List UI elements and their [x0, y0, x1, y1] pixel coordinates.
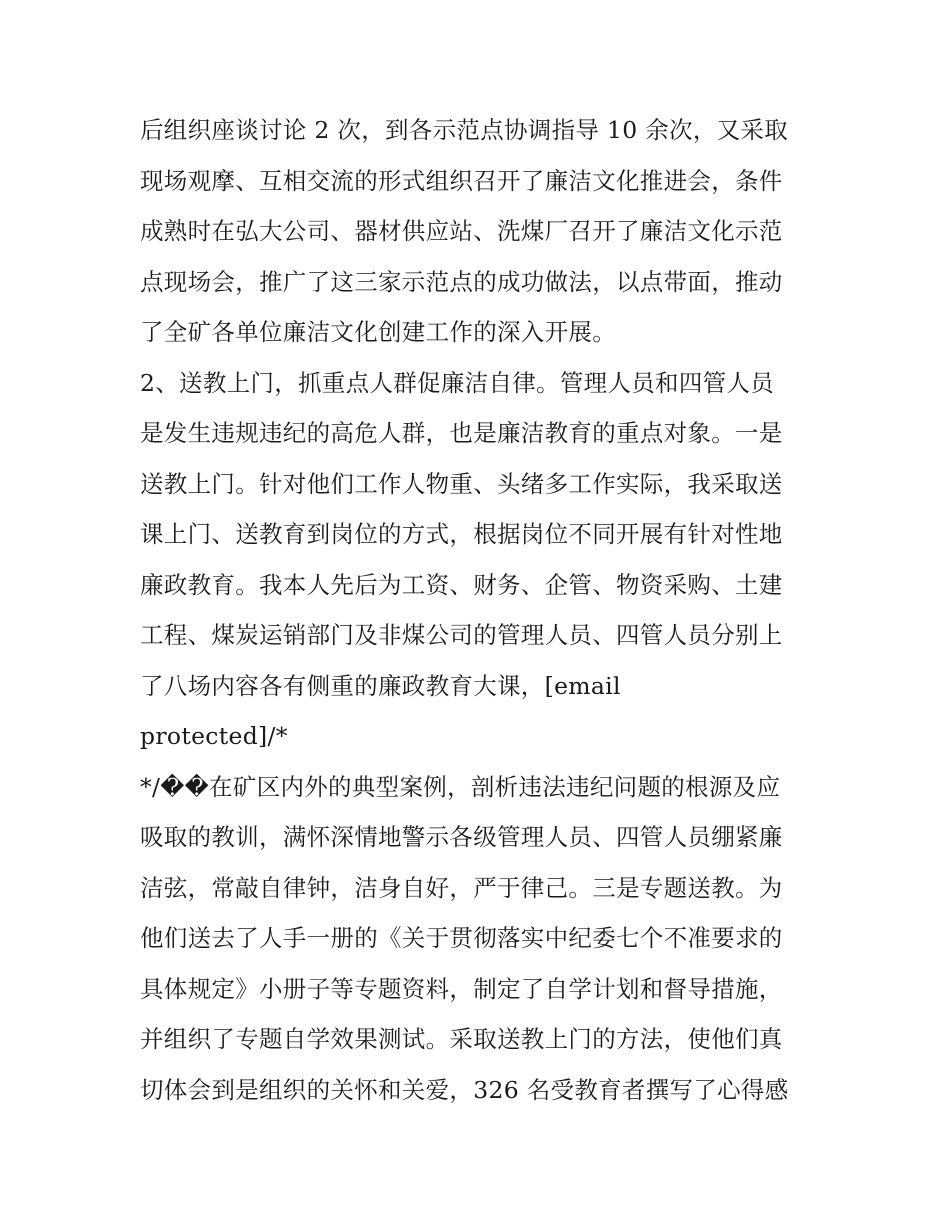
text-line-12: 了八场内容各有侧重的廉政教育大课，[email: [140, 671, 621, 700]
text-line-19: 并组织了专题自学效果测试。采取送教上门的方法，使他们真: [140, 1025, 783, 1053]
text-line-8: 送教上门。针对他们工作人物重、头绪多工作实际，我采取送: [140, 469, 783, 498]
text-line-14: */��在矿区内外的典型案例，剖析违法违纪问题的根源及应: [140, 772, 781, 801]
text-line-3: 成熟时在弘大公司、器材供应站、洗煤厂召开了廉洁文化示范: [140, 217, 783, 245]
text-line-11: 工程、煤炭运销部门及非煤公司的管理人员、四管人员分别上: [140, 621, 783, 649]
text-line-17: 他们送去了人手一册的《关于贯彻落实中纪委七个不准要求的: [140, 924, 783, 952]
text-line-18: 具体规定》小册子等专题资料，制定了自学计划和督导措施，: [140, 974, 783, 1003]
text-line-13: protected]/*: [140, 722, 288, 750]
text-line-7: 是发生违规违纪的高危人群，也是廉洁教育的重点对象。一是: [140, 419, 783, 447]
body-text: [140, 105, 820, 1115]
text-line-5: 了全矿各单位廉洁文化创建工作的深入开展。: [140, 318, 616, 346]
text-line-16: 洁弦，常敲自律钟，洁身自好，严于律己。三是专题送教。为: [140, 873, 783, 902]
text-line-10: 廉政教育。我本人先后为工资、财务、企管、物资采购、土建: [140, 570, 783, 599]
text-line-1: 后组织座谈讨论 2 次，到各示范点协调指导 10 余次，又采取: [140, 116, 789, 144]
text-line-15: 吸取的教训，满怀深情地警示各级管理人员、四管人员绷紧廉: [140, 823, 783, 851]
text-line-20: 切体会到是组织的关怀和关爱，326 名受教育者撰写了心得感: [140, 1075, 789, 1104]
text-line-4: 点现场会，推广了这三家示范点的成功做法，以点带面，推动: [140, 267, 783, 296]
text-line-2: 现场观摩、互相交流的形式组织召开了廉洁文化推进会，条件: [140, 166, 783, 195]
text-line-6: 2、送教上门，抓重点人群促廉洁自律。管理人员和四管人员: [140, 368, 775, 397]
text-line-9: 课上门、送教育到岗位的方式，根据岗位不同开展有针对性地: [140, 520, 783, 548]
